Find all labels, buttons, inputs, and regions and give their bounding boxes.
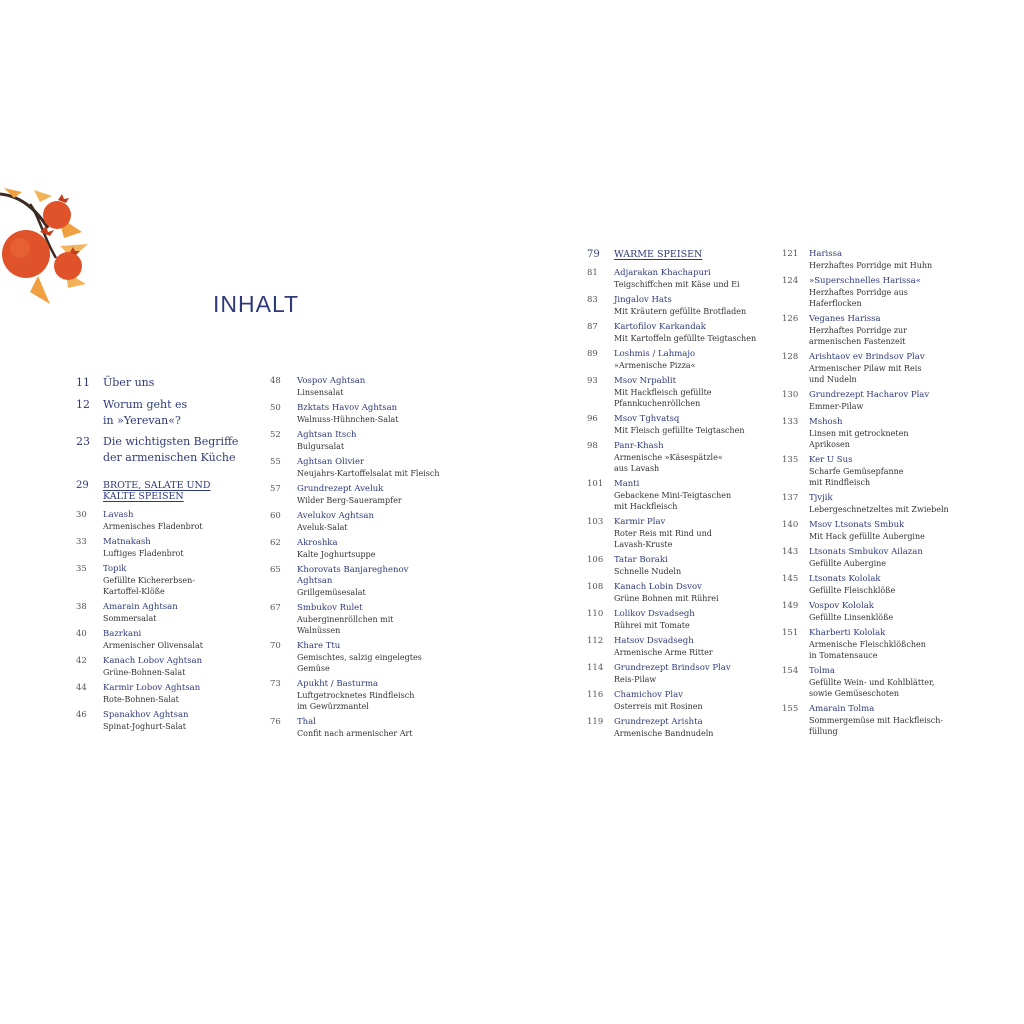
entry-page-number: 93 bbox=[587, 376, 598, 386]
toc-entry[interactable] bbox=[76, 434, 256, 480]
section-title: WARME SPEISEN bbox=[614, 249, 703, 260]
toc-entry[interactable] bbox=[587, 609, 767, 631]
entry-subtitle: Grüne-Bohnen-Salat bbox=[103, 668, 186, 677]
entry-subtitle: Rührei mit Tomate bbox=[614, 621, 690, 630]
entry-subtitle: Armenischer Olivensalat bbox=[103, 641, 203, 650]
entry-title: Chamichov Plav bbox=[614, 690, 683, 700]
toc-entry[interactable] bbox=[587, 690, 767, 712]
entry-page-number: 12 bbox=[76, 398, 90, 411]
toc-entry[interactable] bbox=[270, 484, 450, 506]
entry-page-number: 87 bbox=[587, 322, 598, 332]
toc-entry[interactable] bbox=[782, 520, 962, 542]
toc-entry[interactable] bbox=[782, 704, 962, 737]
entry-subtitle: Armenisches Fladenbrot bbox=[103, 522, 203, 531]
column-3 bbox=[587, 249, 767, 744]
toc-entry[interactable] bbox=[587, 663, 767, 685]
entry-subtitle: Rote-Bohnen-Salat bbox=[103, 695, 179, 704]
toc-entry[interactable] bbox=[782, 666, 962, 699]
toc-entry[interactable] bbox=[76, 602, 256, 624]
entry-page-number: 116 bbox=[587, 690, 604, 700]
toc-entry[interactable] bbox=[587, 479, 767, 512]
entry-page-number: 48 bbox=[270, 376, 281, 386]
entry-subtitle: Confit nach armenischer Art bbox=[297, 729, 413, 738]
toc-entry[interactable] bbox=[587, 322, 767, 344]
entry-title: Mshosh bbox=[809, 417, 843, 427]
toc-entry[interactable] bbox=[782, 390, 962, 412]
toc-entry[interactable] bbox=[270, 565, 450, 598]
entry-subtitle: Armenische Fleischklößchen in Tomatensauce bbox=[809, 640, 926, 660]
entry-title: Msov Tghvatsq bbox=[614, 414, 680, 424]
entry-subtitle: Bulgursalat bbox=[297, 442, 345, 451]
entry-title: Veganes Harissa bbox=[809, 314, 881, 324]
entry-title: Msov Ltsonats Smbuk bbox=[809, 520, 905, 530]
entry-page-number: 52 bbox=[270, 430, 281, 440]
entry-title: Topik bbox=[103, 564, 127, 574]
entry-title: Adjarakan Khachapuri bbox=[614, 268, 711, 278]
entry-title: Bazrkani bbox=[103, 629, 142, 639]
entry-page-number: 30 bbox=[76, 510, 87, 520]
entry-title: Kharberti Kololak bbox=[809, 628, 886, 638]
entry-subtitle: Armenische Bandnudeln bbox=[614, 729, 714, 738]
toc-entry[interactable] bbox=[587, 636, 767, 658]
entry-subtitle: Kalte Joghurtsuppe bbox=[297, 550, 376, 559]
toc-entry[interactable] bbox=[270, 603, 450, 636]
toc-entry[interactable] bbox=[782, 417, 962, 450]
toc-entry[interactable] bbox=[587, 268, 767, 290]
section-entries bbox=[587, 268, 767, 739]
entry-subtitle: Gefüllte Fleischklöße bbox=[809, 586, 896, 595]
entry-subtitle: Mit Hackfleisch gefüllte Pfannkuchenröllchen bbox=[614, 388, 712, 408]
entry-subtitle: Sommergemüse mit Hackfleisch- füllung bbox=[809, 716, 944, 736]
toc-entry[interactable] bbox=[270, 430, 450, 452]
toc-entry[interactable] bbox=[76, 656, 256, 678]
intro-column bbox=[76, 375, 256, 737]
entry-subtitle: Schnelle Nudeln bbox=[614, 567, 682, 576]
entry-page-number: 65 bbox=[270, 565, 281, 575]
entry-subtitle: Sommersalat bbox=[103, 614, 157, 623]
toc-entry[interactable] bbox=[587, 441, 767, 474]
entry-title: Tjvjik bbox=[809, 493, 833, 503]
entry-title: Spanakhov Aghtsan bbox=[103, 710, 189, 720]
entry-subtitle: Teigschiffchen mit Käse und Ei bbox=[614, 280, 740, 289]
entry-subtitle: Wilder Berg-Sauerampfer bbox=[297, 496, 402, 505]
entry-title: Harissa bbox=[809, 249, 843, 259]
entry-title: Ltsonats Kololak bbox=[809, 574, 881, 584]
pomegranate-illustration bbox=[0, 188, 95, 308]
entry-subtitle: Reis-Pilaw bbox=[614, 675, 657, 684]
entry-subtitle: Lebergeschnetzeltes mit Zwiebeln bbox=[809, 505, 949, 514]
entry-page-number: 130 bbox=[782, 390, 799, 400]
entry-title: Apukht / Basturma bbox=[297, 679, 379, 689]
entry-page-number: 35 bbox=[76, 564, 87, 574]
entry-page-number: 128 bbox=[782, 352, 799, 362]
entry-page-number: 145 bbox=[782, 574, 799, 584]
page-title: INHALT bbox=[213, 291, 300, 318]
entry-page-number: 83 bbox=[587, 295, 598, 305]
entry-page-number: 143 bbox=[782, 547, 799, 557]
entry-subtitle: Aveluk-Salat bbox=[297, 523, 348, 532]
entry-page-number: 33 bbox=[76, 537, 87, 547]
entry-page-number: 81 bbox=[587, 268, 598, 278]
entry-page-number: 114 bbox=[587, 663, 604, 673]
entry-subtitle: Emmer-Pilaw bbox=[809, 402, 864, 411]
entry-subtitle: Armenischer Pilaw mit Reis und Nudeln bbox=[809, 364, 922, 384]
entry-page-number: 140 bbox=[782, 520, 799, 530]
entry-title: Manti bbox=[614, 479, 640, 489]
toc-entry[interactable] bbox=[587, 376, 767, 409]
entry-page-number: 76 bbox=[270, 717, 281, 727]
entry-page-number: 44 bbox=[76, 683, 87, 693]
toc-entry[interactable] bbox=[782, 352, 962, 385]
toc-entry[interactable] bbox=[782, 314, 962, 347]
entry-subtitle: Gefüllte Wein- und Kohlblätter, sowie Gemüseschoten bbox=[809, 678, 935, 698]
entry-subtitle: Mit Fleisch gefüllte Teigtaschen bbox=[614, 426, 745, 435]
entry-subtitle: Armenische Arme Ritter bbox=[614, 648, 713, 657]
entry-page-number: 11 bbox=[76, 376, 90, 389]
entry-title: »Superschnelles Harissa« bbox=[809, 276, 921, 286]
entry-subtitle: Walnuss-Hühnchen-Salat bbox=[297, 415, 399, 424]
entry-subtitle: »Armenische Pizza« bbox=[614, 361, 696, 370]
entry-page-number: 23 bbox=[76, 435, 90, 448]
entry-subtitle: Herzhaftes Porridge aus Haferflocken bbox=[809, 288, 908, 308]
entry-subtitle: Neujahrs-Kartoffelsalat mit Fleisch bbox=[297, 469, 440, 478]
entry-page-number: 135 bbox=[782, 455, 799, 465]
entry-title: Avelukov Aghtsan bbox=[297, 511, 374, 521]
entry-title: Jingalov Hats bbox=[614, 295, 672, 305]
entry-page-number: 38 bbox=[76, 602, 87, 612]
entry-title: Ltsonats Smbukov Ailazan bbox=[809, 547, 923, 557]
toc-entry[interactable] bbox=[587, 555, 767, 577]
entry-subtitle: Gemischtes, salzig eingelegtes Gemüse bbox=[297, 653, 422, 673]
entry-page-number: 101 bbox=[587, 479, 604, 489]
entry-title: Karmir Lobov Aghtsan bbox=[103, 683, 201, 693]
section-heading[interactable] bbox=[587, 249, 767, 268]
toc-entry[interactable] bbox=[782, 628, 962, 661]
entry-subtitle: Gefüllte Aubergine bbox=[809, 559, 887, 568]
entry-page-number: 137 bbox=[782, 493, 799, 503]
entry-title: Über uns bbox=[103, 376, 155, 389]
entry-page-number: 126 bbox=[782, 314, 799, 324]
entry-title: Thal bbox=[297, 717, 316, 727]
toc-entry[interactable] bbox=[587, 582, 767, 604]
entry-title: Lavash bbox=[103, 510, 134, 520]
entry-title: Amarain Aghtsan bbox=[103, 602, 178, 612]
entry-page-number: 119 bbox=[587, 717, 604, 727]
entry-title: Tatar Boraki bbox=[614, 555, 668, 565]
entry-page-number: 46 bbox=[76, 710, 87, 720]
entry-page-number: 133 bbox=[782, 417, 799, 427]
entry-subtitle: Gebackene Mini-Teigtaschen mit Hackfleisch bbox=[614, 491, 732, 511]
entry-page-number: 73 bbox=[270, 679, 281, 689]
entry-title: Grundrezept Brindsov Plav bbox=[614, 663, 731, 673]
entry-page-number: 149 bbox=[782, 601, 799, 611]
toc-entry[interactable] bbox=[76, 537, 256, 559]
entry-title: Akroshka bbox=[297, 538, 338, 548]
entry-subtitle: Osterreis mit Rosinen bbox=[614, 702, 703, 711]
entry-page-number: 106 bbox=[587, 555, 604, 565]
section-page-number: 79 bbox=[587, 249, 600, 260]
entry-title: Kanach Lobov Aghtsan bbox=[103, 656, 203, 666]
toc-entry[interactable] bbox=[76, 397, 256, 434]
entry-title: Ker U Sus bbox=[809, 455, 853, 465]
entry-page-number: 62 bbox=[270, 538, 281, 548]
entry-title: Aghtsan Olivier bbox=[297, 457, 365, 467]
entry-subtitle: Spinat-Joghurt-Salat bbox=[103, 722, 186, 731]
entry-title: Aghtsan Itsch bbox=[297, 430, 357, 440]
entry-title: Kartofilov Karkandak bbox=[614, 322, 706, 332]
entry-title: Die wichtigsten Begriffe der armenischen Küche bbox=[103, 435, 239, 464]
entry-title: Vospov Kololak bbox=[809, 601, 874, 611]
entry-subtitle: Linsensalat bbox=[297, 388, 344, 397]
entry-title: Amarain Tolma bbox=[809, 704, 875, 714]
entry-title: Hatsov Dsvadsegh bbox=[614, 636, 694, 646]
entry-title: Tolma bbox=[809, 666, 835, 676]
entry-title: Worum geht es in »Yerevan«? bbox=[103, 398, 188, 427]
entry-title: Khare Ttu bbox=[297, 641, 341, 651]
column-2 bbox=[270, 376, 450, 744]
entry-title: Khorovats Banjareghenov Aghtsan bbox=[297, 565, 409, 586]
toc-entry[interactable] bbox=[782, 249, 962, 271]
entry-page-number: 154 bbox=[782, 666, 799, 676]
entry-subtitle: Herzhaftes Porridge mit Huhn bbox=[809, 261, 933, 270]
column-4 bbox=[782, 249, 962, 742]
entry-page-number: 40 bbox=[76, 629, 87, 639]
entry-page-number: 89 bbox=[587, 349, 598, 359]
entry-subtitle: Mit Kräutern gefüllte Brotfladen bbox=[614, 307, 747, 316]
toc-entry[interactable] bbox=[270, 641, 450, 674]
entry-subtitle: Herzhaftes Porridge zur armenischen Fastenzeit bbox=[809, 326, 908, 346]
entry-subtitle: Luftgetrocknetes Rindfleisch im Gewürzmantel bbox=[297, 691, 415, 711]
entry-subtitle: Armenische »Käsespätzle« aus Lavash bbox=[614, 453, 723, 473]
entry-page-number: 60 bbox=[270, 511, 281, 521]
toc-entry[interactable] bbox=[270, 717, 450, 739]
entry-subtitle: Gefüllte Linsenklöße bbox=[809, 613, 894, 622]
toc-entry[interactable] bbox=[270, 538, 450, 560]
entry-title: Arishtaov ev Brindsov Plav bbox=[809, 352, 925, 362]
entry-page-number: 151 bbox=[782, 628, 799, 638]
toc-entry[interactable] bbox=[587, 717, 767, 739]
entry-title: Loshmis / Lahmajo bbox=[614, 349, 696, 359]
toc-entry[interactable] bbox=[76, 629, 256, 651]
toc-entry[interactable] bbox=[782, 601, 962, 623]
section-entries bbox=[76, 510, 256, 732]
entry-title: Karmir Plav bbox=[614, 517, 666, 527]
toc-entry[interactable] bbox=[270, 511, 450, 533]
entry-page-number: 124 bbox=[782, 276, 799, 286]
toc-entry[interactable] bbox=[76, 564, 256, 597]
toc-entry[interactable] bbox=[587, 414, 767, 436]
entry-title: Smbukov Rulet bbox=[297, 603, 363, 613]
entry-page-number: 70 bbox=[270, 641, 281, 651]
entry-subtitle: Mit Hack gefüllte Aubergine bbox=[809, 532, 925, 541]
entry-title: Grundrezept Aveluk bbox=[297, 484, 384, 494]
entry-subtitle: Gefüllte Kichererbsen- Kartoffel-Klöße bbox=[103, 576, 195, 596]
toc-entry[interactable] bbox=[76, 683, 256, 705]
toc-entry[interactable] bbox=[270, 376, 450, 398]
entry-title: Matnakash bbox=[103, 537, 151, 547]
entry-page-number: 155 bbox=[782, 704, 799, 714]
entry-title: Vospov Aghtsan bbox=[297, 376, 366, 386]
entry-subtitle: Linsen mit getrockneten Aprikosen bbox=[809, 429, 909, 449]
toc-entry[interactable] bbox=[782, 455, 962, 488]
toc-entry[interactable] bbox=[270, 679, 450, 712]
entry-page-number: 121 bbox=[782, 249, 799, 259]
toc-entry[interactable] bbox=[270, 403, 450, 425]
entry-page-number: 108 bbox=[587, 582, 604, 592]
toc-entry[interactable] bbox=[782, 574, 962, 596]
toc-entry[interactable] bbox=[782, 547, 962, 569]
entry-subtitle: Luftiges Fladenbrot bbox=[103, 549, 184, 558]
toc-entry[interactable] bbox=[587, 295, 767, 317]
section-title: BROTE, SALATE UND KALTE SPEISEN bbox=[103, 480, 211, 502]
entry-page-number: 110 bbox=[587, 609, 604, 619]
entry-subtitle: Grüne Bohnen mit Rührei bbox=[614, 594, 719, 603]
entry-subtitle: Roter Reis mit Rind und Lavash-Kruste bbox=[614, 529, 712, 549]
entry-page-number: 50 bbox=[270, 403, 281, 413]
entry-page-number: 57 bbox=[270, 484, 281, 494]
entry-page-number: 103 bbox=[587, 517, 604, 527]
entry-title: Grundrezept Arishta bbox=[614, 717, 703, 727]
toc-entry[interactable] bbox=[76, 375, 256, 397]
entry-title: Panr-Khash bbox=[614, 441, 664, 451]
entry-title: Lolikov Dsvadsegh bbox=[614, 609, 695, 619]
entry-title: Grundrezept Hacharov Plav bbox=[809, 390, 930, 400]
entry-page-number: 112 bbox=[587, 636, 604, 646]
entry-subtitle: Scharfe Gemüsepfanne mit Rindfleisch bbox=[809, 467, 904, 487]
entry-page-number: 55 bbox=[270, 457, 281, 467]
entry-subtitle: Auberginenröllchen mit Walnüssen bbox=[297, 615, 394, 635]
toc-entry[interactable] bbox=[587, 517, 767, 550]
toc-entry[interactable] bbox=[782, 276, 962, 309]
entry-title: Bzktats Havov Aghtsan bbox=[297, 403, 398, 413]
entry-page-number: 98 bbox=[587, 441, 598, 451]
entry-title: Msov Nrpablit bbox=[614, 376, 676, 386]
toc-entry[interactable] bbox=[76, 710, 256, 732]
section-heading[interactable] bbox=[76, 480, 256, 510]
section-page-number: 29 bbox=[76, 480, 89, 491]
toc-entry[interactable] bbox=[76, 510, 256, 532]
entry-page-number: 96 bbox=[587, 414, 598, 424]
toc-entry[interactable] bbox=[587, 349, 767, 371]
entry-page-number: 67 bbox=[270, 603, 281, 613]
toc-entry[interactable] bbox=[270, 457, 450, 479]
toc-entry[interactable] bbox=[782, 493, 962, 515]
entry-subtitle: Grillgemüsesalat bbox=[297, 588, 366, 597]
entry-subtitle: Mit Kartoffeln gefüllte Teigtaschen bbox=[614, 334, 757, 343]
entry-page-number: 42 bbox=[76, 656, 87, 666]
entry-title: Kanach Lobin Dsvov bbox=[614, 582, 702, 592]
